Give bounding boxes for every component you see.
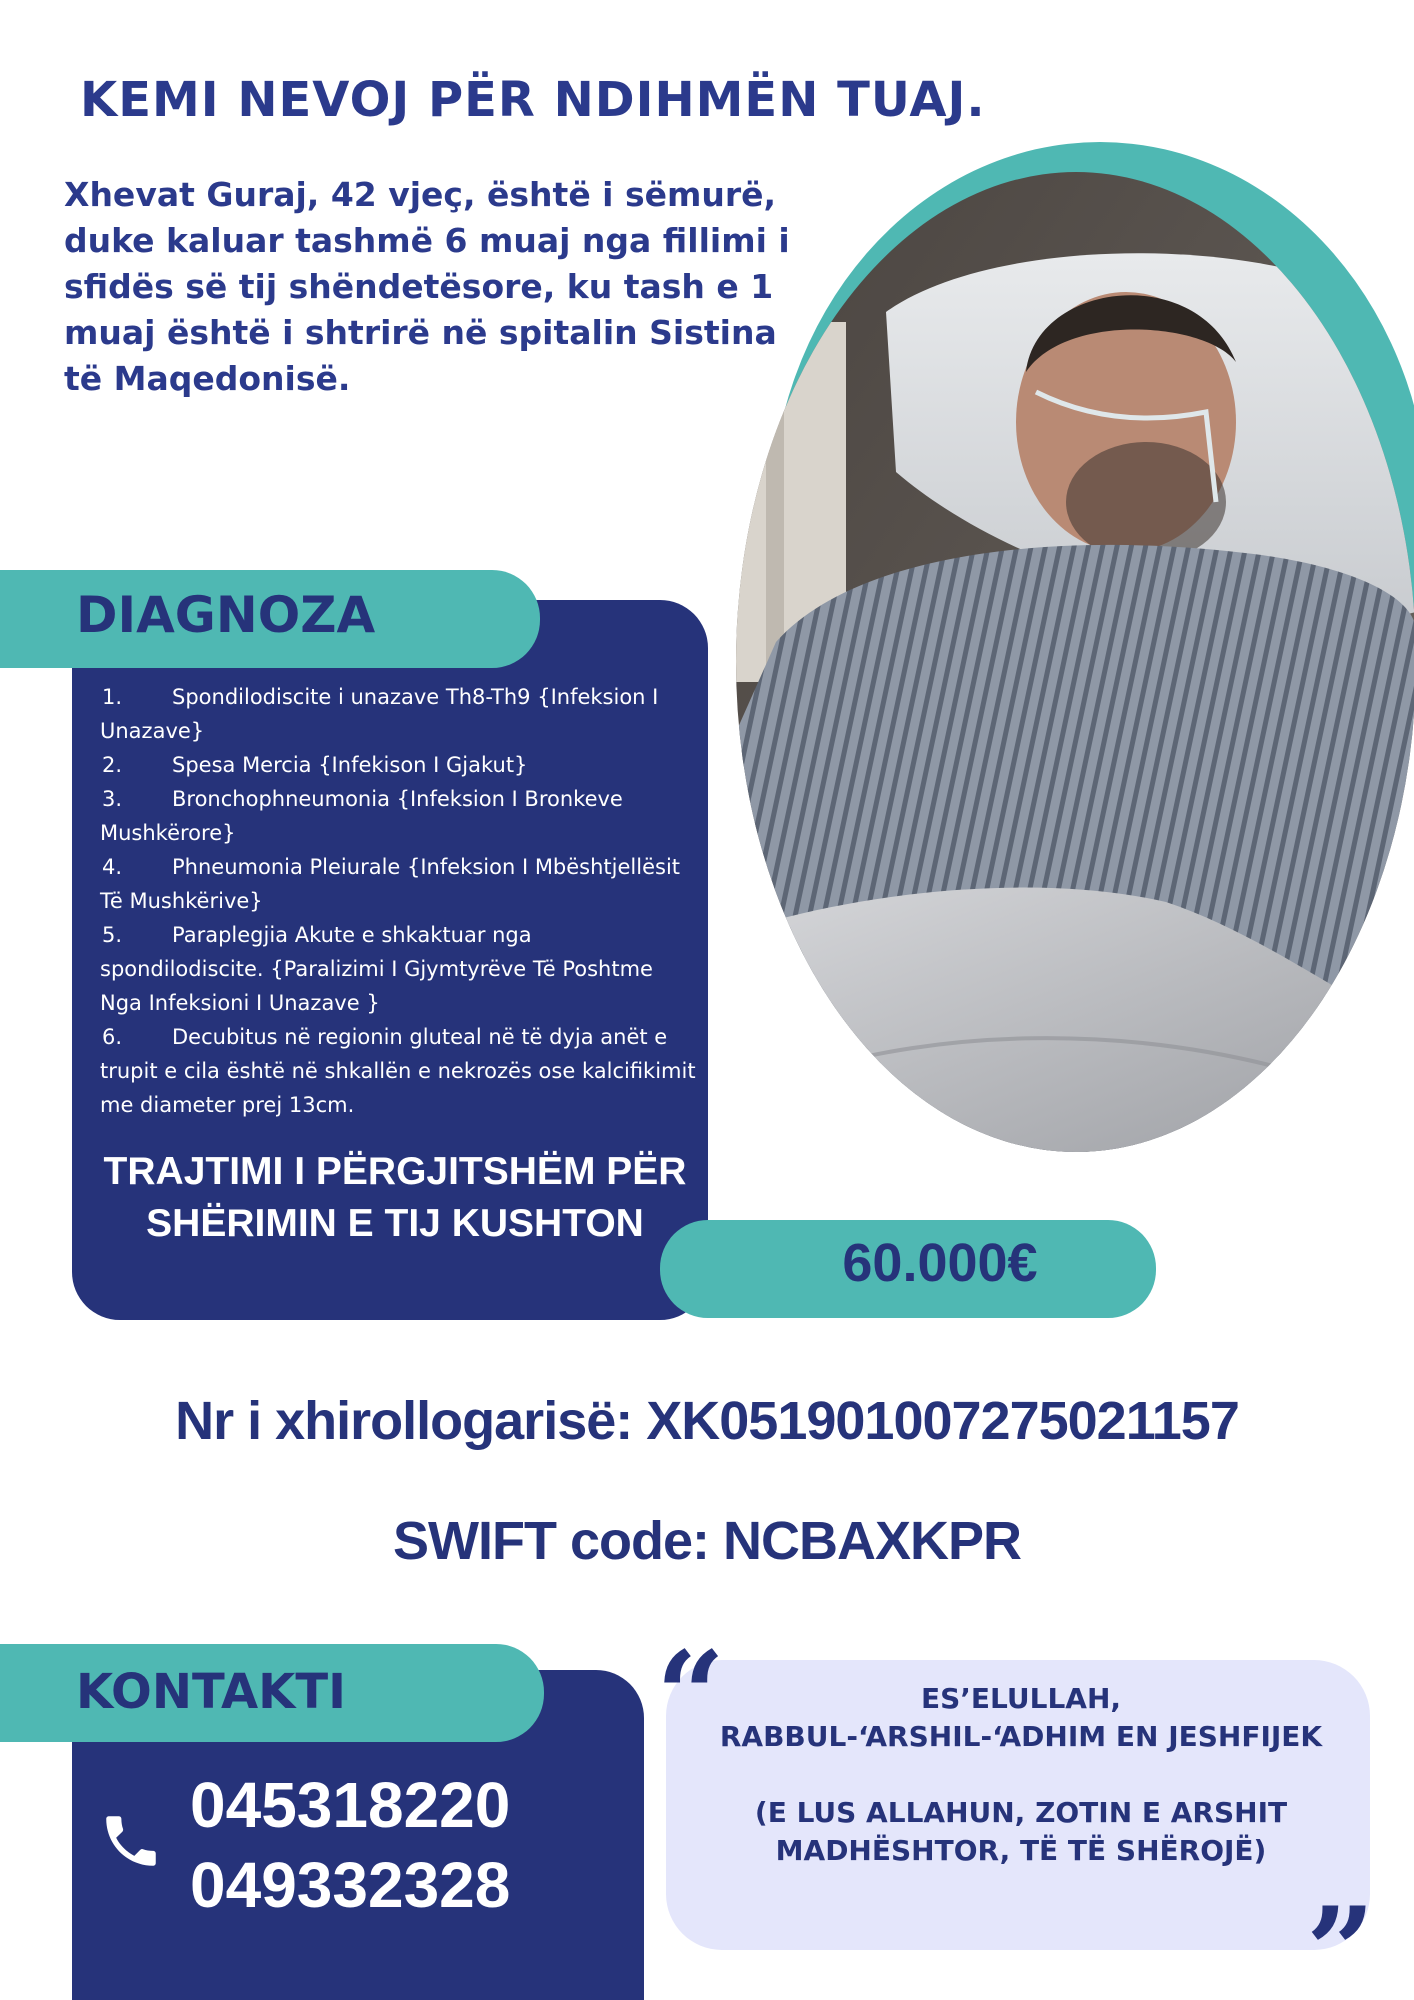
diagnosis-list	[100, 680, 700, 1122]
quote-line-3: (E LUS ALLAHUN, ZOTIN E ARSHIT MADHËSHTOR, TË TË SHËROJË)	[754, 1796, 1288, 1867]
contact-tab	[0, 1644, 544, 1742]
patient-photo	[736, 172, 1414, 1152]
list-item: 2. Spesa Mercia {Infekison I Gjakut}	[102, 753, 528, 777]
quote-text	[676, 1680, 1366, 1870]
treatment-cost-label: TRAJTIMI I PËRGJITSHËM PËR SHËRIMIN E TIJ KUSHTON	[103, 1150, 687, 1245]
page-title: KEMI NEVOJ PËR NDIHMËN TUAJ.	[80, 72, 986, 128]
intro-paragraph: Xhevat Guraj, 42 vjeç, është i sëmurë, duke kaluar tashmë 6 muaj nga fillimi i sfidës së tij shëndetësore, ku tash e 1 muaj është i shtrirë në spitalin Sistina të Maqedonisë.	[64, 175, 790, 398]
open-quote-mark: “	[656, 1625, 726, 1766]
diagnosis-tab	[0, 570, 540, 668]
diagnosis-heading: DIAGNOZA	[76, 586, 376, 644]
list-item: 1. Spondilodiscite i unazave Th8-Th9 {Infeksion I Unazave}	[100, 685, 659, 743]
phone-icon	[98, 1808, 164, 1874]
phone-number-1[interactable]: 045318220	[190, 1769, 511, 1841]
contact-heading: KONTAKTI	[76, 1664, 346, 1720]
list-item: 3. Bronchophneumonia {Infeksion I Bronkeve Mushkërore}	[100, 787, 623, 845]
quote-line-2: RABBUL-‘ARSHIL-‘ADHIM EN JESHFIJEK	[719, 1720, 1323, 1753]
list-item: 4. Phneumonia Pleiurale {Infeksion I Mbështjellësit Të Mushkërive}	[100, 855, 681, 913]
price-amount: 60.000€	[842, 1233, 1038, 1293]
phone-numbers	[190, 1765, 510, 1925]
list-item: 6. Decubitus në regionin gluteal në të dyja anët e trupit e cila është në shkallën e nekrozës ose kalcifikimit me diameter prej 13cm.	[100, 1025, 696, 1117]
phone-number-2[interactable]: 049332328	[190, 1849, 511, 1921]
swift-code: SWIFT code: NCBAXKPR	[393, 1511, 1021, 1571]
bank-account-number: Nr i xhirollogarisë: XK05190100727502115​7	[175, 1391, 1239, 1451]
quote-line-1: ES’ELULLAH,	[920, 1682, 1122, 1715]
list-item: 5. Paraplegjia Akute e shkaktuar nga spondilodiscite. {Paralizimi I Gjymtyrëve Të Poshtme Nga Infeksioni I Unazave }	[100, 923, 653, 1015]
close-quote-mark: ”	[1306, 1881, 1376, 2000]
